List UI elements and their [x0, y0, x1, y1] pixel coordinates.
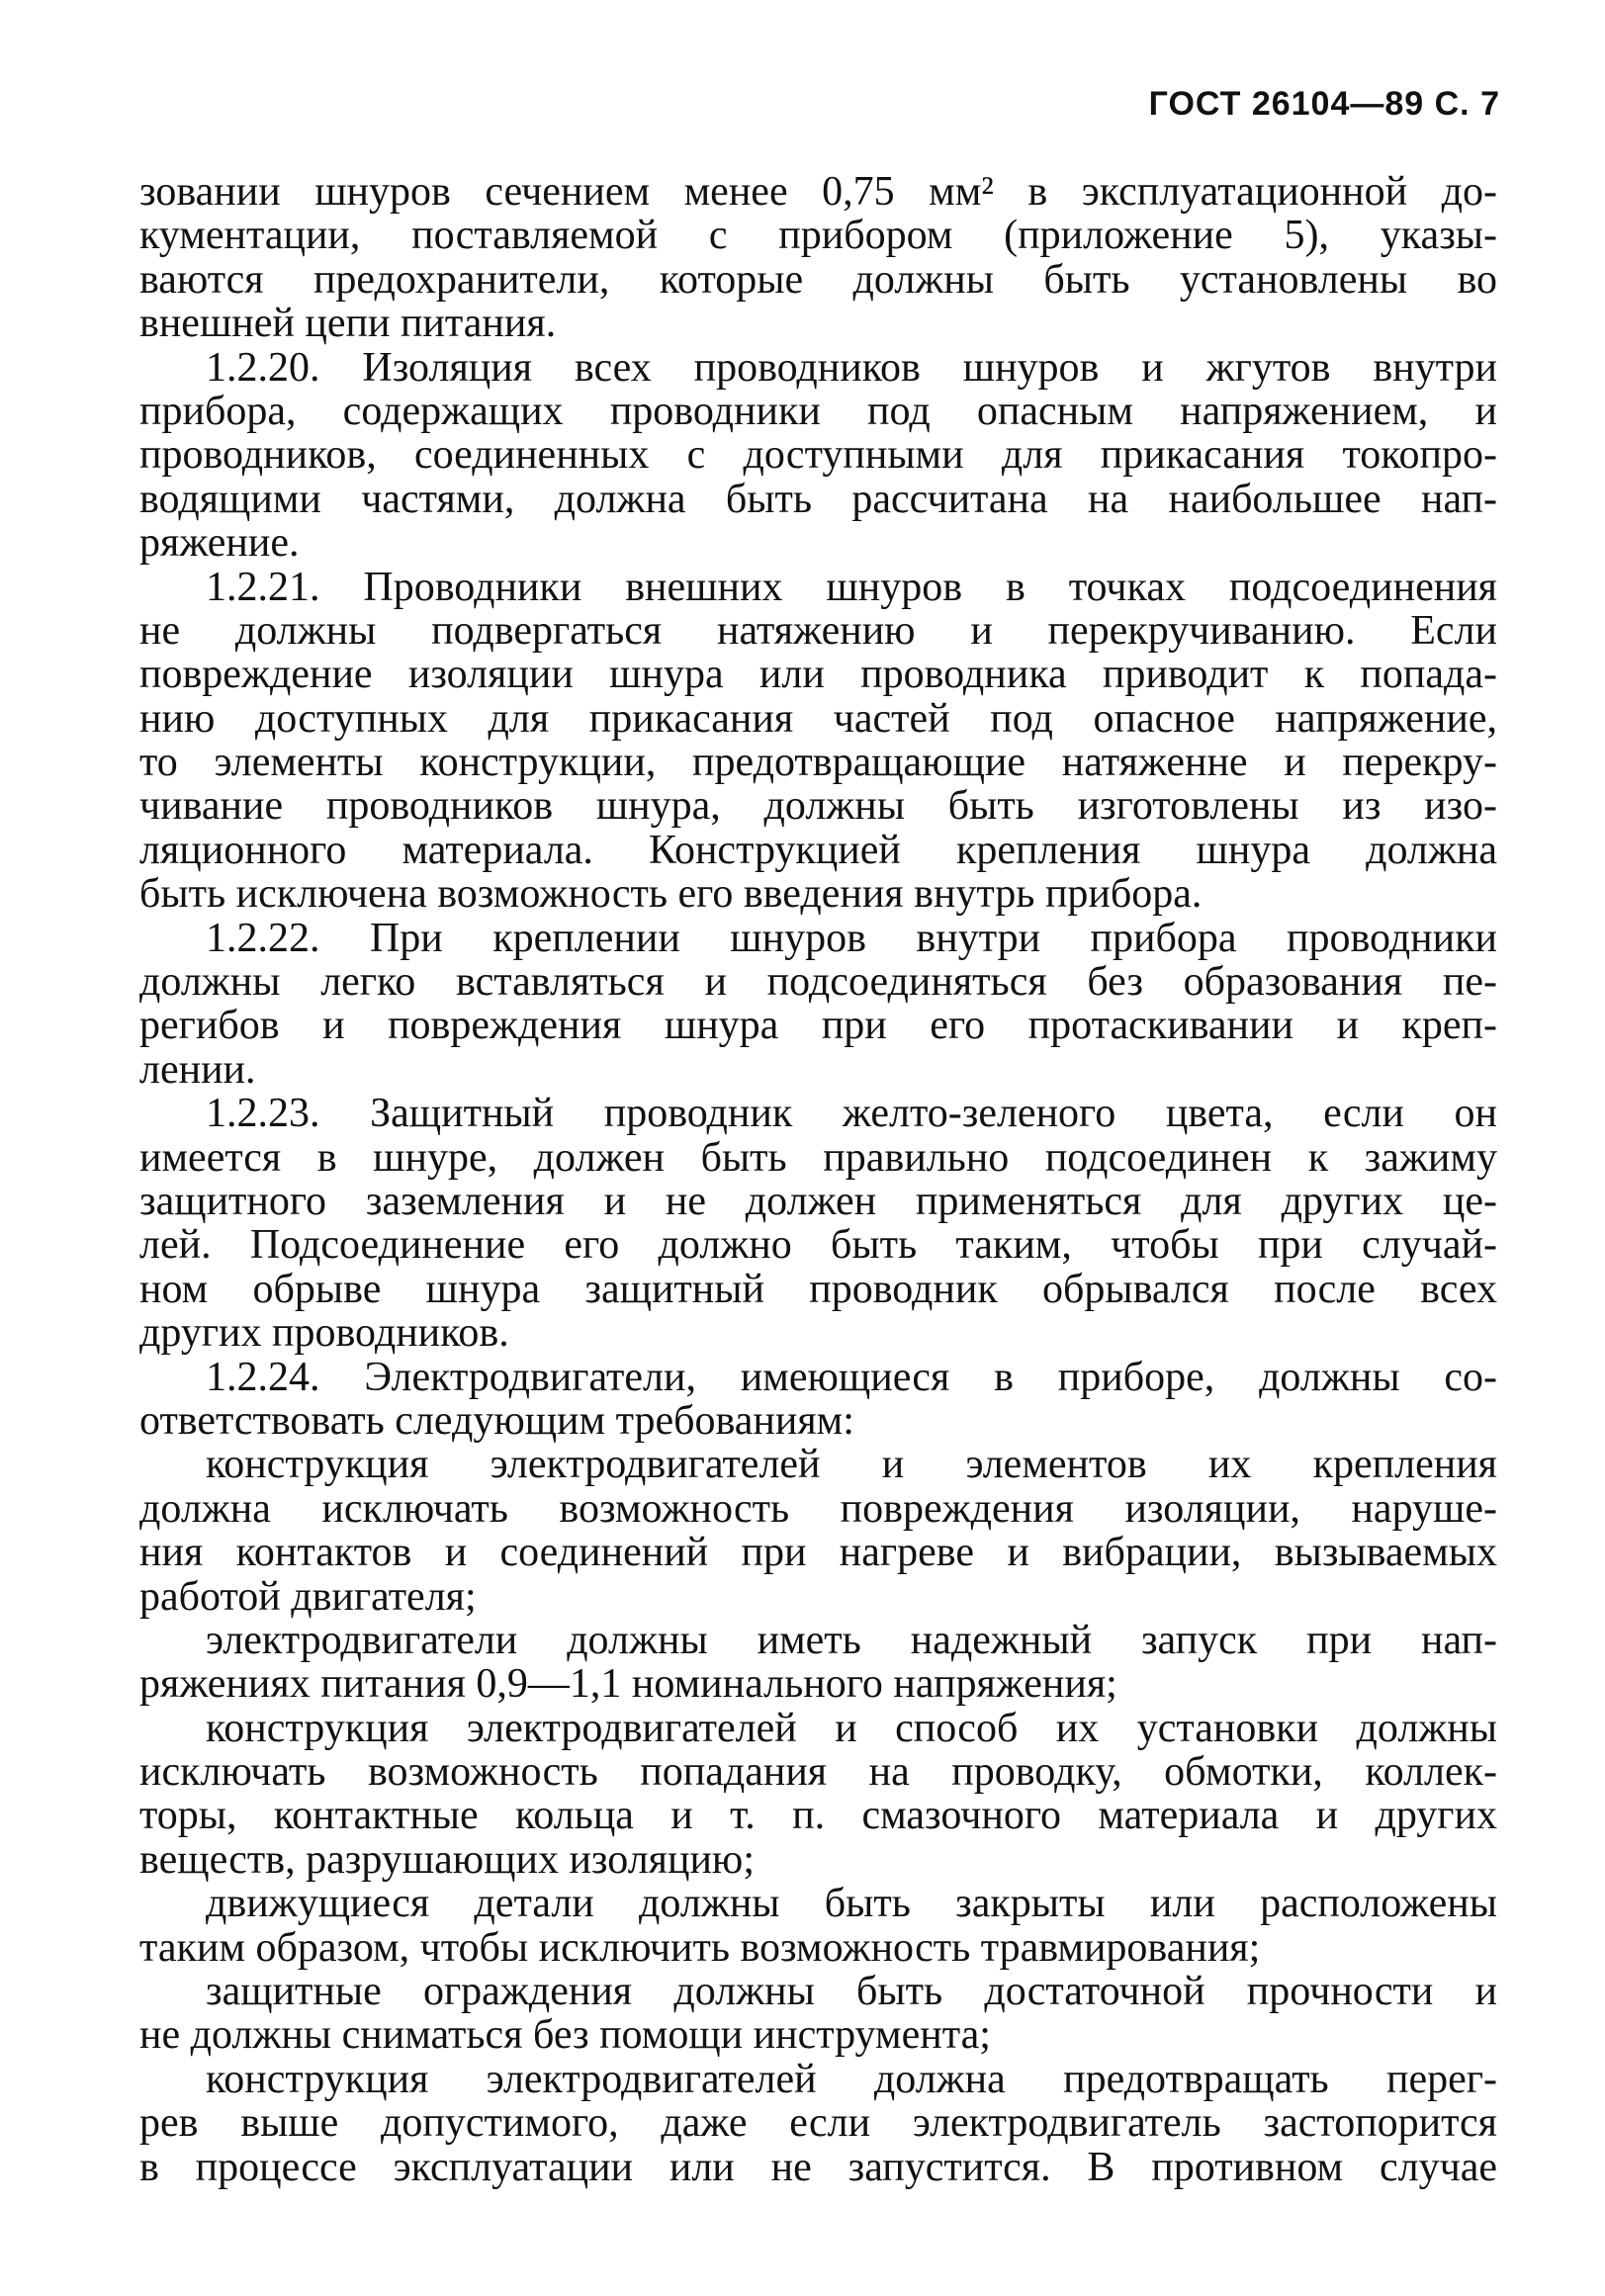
text-line: не должны подвергаться натяжению и перекручиванию. Если: [139, 607, 1497, 654]
text-line: веществ, разрушающих изоляцию;: [139, 1836, 755, 1883]
text-line: рев выше допустимого, даже если электродвигатель застопорится: [139, 2100, 1497, 2147]
text-line: конструкция электродвигателей должна предотвращать перег-: [206, 2056, 1497, 2102]
text-line: то элементы конструкции, предотвращающие натяженне и перекру-: [139, 740, 1497, 786]
body-text: [139, 170, 1497, 2189]
text-line: ответствовать следующим требованиям:: [139, 1397, 854, 1444]
text-line: движущиеся детали должны быть закрыты или расположены: [206, 1881, 1497, 1927]
text-line: 1.2.24. Электродвигатели, имеющиеся в приборе, должны со-: [206, 1354, 1497, 1400]
text-line: ния контактов и соединений при нагреве и вибрации, вызываемых: [139, 1530, 1497, 1576]
text-line: проводников, соединенных с доступными для прикасания токопро-: [139, 432, 1497, 479]
text-line: ном обрыве шнура защитный проводник обрывался после всех: [139, 1266, 1497, 1312]
text-line: торы, контактные кольца и т. п. смазочного материала и других: [139, 1793, 1497, 1839]
text-line: в процессе эксплуатации или не запустится. В противном случае: [139, 2144, 1497, 2190]
text-line: ряжениях питания 0,9—1,1 номинального напряжения;: [139, 1661, 1117, 1708]
text-line: конструкция электродвигателей и элементов их крепления: [206, 1442, 1497, 1488]
text-line: не должны сниматься без помощи инструмента;: [139, 2012, 991, 2059]
text-line: внешней цепи питания.: [139, 301, 557, 347]
text-line: защитного заземления и не должен применяться для других це-: [139, 1178, 1497, 1224]
text-line: быть исключена возможность его введения внутрь прибора.: [139, 871, 1203, 918]
text-line: электродвигатели должны иметь надежный запуск при нап-: [206, 1617, 1497, 1663]
text-line: работой двигателя;: [139, 1573, 477, 1620]
text-line: повреждение изоляции шнура или проводника приводит к попада-: [139, 652, 1497, 698]
text-line: чивание проводников шнура, должны быть изготовлены из изо-: [139, 783, 1497, 830]
text-line: нию доступных для прикасания частей под опасное напряжение,: [139, 695, 1497, 742]
text-line: ляционного материала. Конструкцией крепления шнура должна: [139, 827, 1497, 873]
text-line: конструкция электродвигателей и способ их установки должны: [206, 1705, 1497, 1751]
page-header-standard: ГОСТ 26104—89 С. 7: [1148, 85, 1500, 123]
text-line: ваются предохранители, которые должны быть установлены во: [139, 256, 1497, 303]
text-line: зовании шнуров сечением менее 0,75 мм² в эксплуатационной до-: [139, 169, 1497, 215]
text-line: должна исключать возможность повреждения изоляции, наруше-: [139, 1485, 1497, 1532]
text-line: других проводников.: [139, 1310, 509, 1357]
text-line: имеется в шнуре, должен быть правильно подсоединен к зажиму: [139, 1134, 1497, 1181]
text-line: исключать возможность попадания на проводку, обмотки, коллек-: [139, 1749, 1497, 1796]
text-line: 1.2.20. Изоляция всех проводников шнуров и жгутов внутри: [206, 344, 1497, 391]
text-line: водящими частями, должна быть рассчитана на наибольшее нап-: [139, 476, 1497, 522]
text-line: 1.2.21. Проводники внешних шнуров в точках подсоединения: [206, 564, 1497, 610]
text-line: 1.2.23. Защитный проводник желто-зеленого цвета, если он: [206, 1091, 1497, 1137]
text-line: прибора, содержащих проводники под опасным напряжением, и: [139, 388, 1497, 434]
text-line: защитные ограждения должны быть достаточной прочности и: [206, 1969, 1497, 2015]
text-line: ряжение.: [139, 520, 300, 567]
text-line: регибов и повреждения шнура при его протаскивании и креп-: [139, 1003, 1497, 1049]
text-line: таким образом, чтобы исключить возможность травмирования;: [139, 1924, 1261, 1971]
text-line: 1.2.22. При креплении шнуров внутри прибора проводники: [206, 915, 1497, 961]
text-line: лей. Подсоединение его должно быть таким, чтобы при случай-: [139, 1222, 1497, 1269]
text-line: должны легко вставляться и подсоединяться без образования пе-: [139, 959, 1497, 1006]
text-line: кументации, поставляемой с прибором (приложение 5), указы-: [139, 213, 1497, 259]
text-line: лении.: [139, 1046, 256, 1093]
